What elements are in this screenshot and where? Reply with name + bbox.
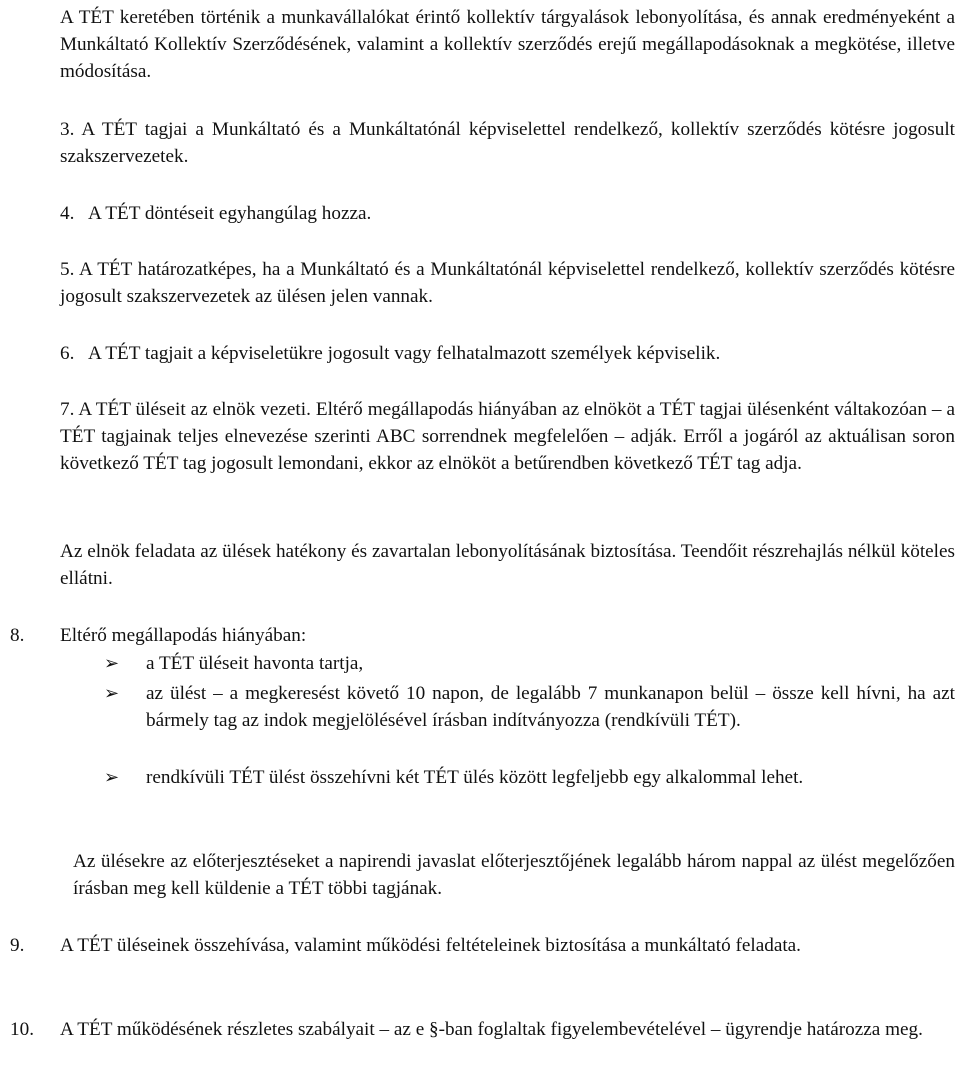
intro-paragraph: A TÉT keretében történik a munkavállalókat érintő kollektív tárgyalások lebonyolítása, és annak eredményeként a Munkáltató Kollektív Szerződésének, valamint a kollektív szerződés erejű megállapodásoknak a megkötése, illetve módosítása. [60, 7, 955, 82]
arrowhead-bullet-icon: ➢ [104, 767, 120, 787]
arrowhead-bullet-icon: ➢ [104, 653, 120, 673]
item-8-submission-paragraph: Az ülésekre az előterjesztéseket a napirendi javaslat előterjesztőjének legalább három nappal az ülést megelőzően írásban meg kell küldenie a TÉT többi tagjának. [73, 851, 955, 899]
item-6-number: 6. [60, 343, 75, 364]
item-4-text: A TÉT döntéseit egyhangúlag hozza. [88, 203, 372, 224]
item-7-text: 7. A TÉT üléseit az elnök vezeti. Eltérő megállapodás hiányában az elnököt a TÉT tagjai ülésenként váltakozóan – a TÉT tagjainak teljes elnevezése szerinti ABC sorrendnek megfelelően – adják. Erről a jogáról az aktuálisan soron következő TÉT tag jogosult lemondani, ekkor az elnököt a betűrendben következő TÉT tag adja. [60, 399, 955, 474]
item-7-chair-duties: Az elnök feladata az ülések hatékony és zavartalan lebonyolításának biztosítása. Teendőit részrehajlás nélkül köteles ellátni. [60, 541, 955, 589]
item-8-text: Eltérő megállapodás hiányában: [60, 625, 307, 646]
item-8-number: 8. [10, 625, 25, 646]
item-10-text: A TÉT működésének részletes szabályait – az e §-ban foglaltak figyelembevételével – ügyrendje határozza meg. [60, 1019, 923, 1040]
item-9-number: 9. [10, 935, 25, 956]
bullet-item-2: az ülést – a megkeresést követő 10 napon, de legalább 7 munkanapon belül – össze kell hívni, ha azt bármely tag az indok megjelölésével írásban indítványozza (rendkívüli TÉT). [146, 683, 955, 731]
item-6-text: A TÉT tagjait a képviseletükre jogosult vagy felhatalmazott személyek képviselik. [88, 343, 721, 364]
bullet-item-1: a TÉT üléseit havonta tartja, [146, 653, 364, 674]
item-10-number: 10. [10, 1019, 34, 1040]
item-9-text: A TÉT üléseinek összehívása, valamint működési feltételeinek biztosítása a munkáltató feladata. [60, 935, 801, 956]
item-5-text: 5. A TÉT határozatképes, ha a Munkáltató és a Munkáltatónál képviselettel rendelkező, kollektív szerződés kötésre jogosult szakszervezetek az ülésen jelen vannak. [60, 259, 955, 307]
bullet-item-3: rendkívüli TÉT ülést összehívni két TÉT ülés között legfeljebb egy alkalommal lehet. [146, 767, 804, 788]
item-4-number: 4. [60, 203, 75, 224]
arrowhead-bullet-icon: ➢ [104, 683, 120, 703]
item-3-text: 3. A TÉT tagjai a Munkáltató és a Munkáltatónál képviselettel rendelkező, kollektív szerződés kötésre jogosult szakszervezetek. [60, 119, 955, 167]
